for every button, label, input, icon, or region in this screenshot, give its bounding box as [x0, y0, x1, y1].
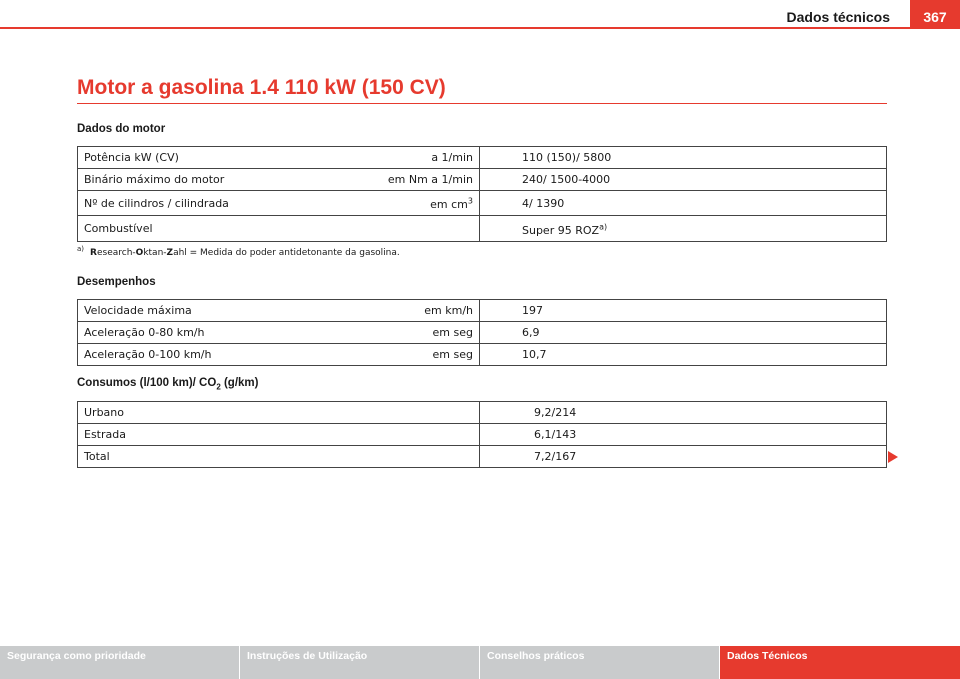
- tab-dados-tecnicos[interactable]: Dados Técnicos: [720, 646, 960, 679]
- row-label: Estrada: [78, 424, 480, 446]
- row-label: Potência kW (CV): [78, 147, 378, 169]
- consumption-heading: Consumos (l/100 km)/ $CO_2$ (g/km): [77, 377, 259, 392]
- next-page-arrow-icon[interactable]: [888, 451, 898, 463]
- table-row: [78, 344, 887, 366]
- row-value: 6,9: [480, 322, 887, 344]
- table-row: [78, 191, 887, 216]
- header-rule: [0, 27, 960, 29]
- row-label: Combustível: [78, 216, 378, 242]
- page-number-badge: 367: [910, 0, 960, 29]
- row-label: Velocidade máxima: [78, 300, 378, 322]
- table-row: [78, 169, 887, 191]
- engine-table: [77, 146, 887, 242]
- table-row: [78, 322, 887, 344]
- row-label: Nº de cilindros / cilindrada: [78, 191, 378, 216]
- table-row: [78, 402, 887, 424]
- footnote: $^{a)}$ Research-Oktan-Zahl = Medida do poder antidetonante da gasolina.: [77, 245, 400, 258]
- tab-seguranca[interactable]: Segurança como prioridade: [0, 646, 240, 679]
- row-unit: em seg: [378, 344, 480, 366]
- row-value: 240/ 1500-4000: [480, 169, 887, 191]
- table-row: [78, 300, 887, 322]
- row-value: 6,1/143: [480, 424, 887, 446]
- engine-heading: Dados do motor: [77, 123, 166, 135]
- row-unit: em seg: [378, 322, 480, 344]
- section-title: Dados técnicos: [786, 9, 890, 25]
- row-value: Super 95 ROZ$^{a)}$: [480, 216, 887, 242]
- row-label: Total: [78, 446, 480, 468]
- performance-heading: Desempenhos: [77, 276, 156, 288]
- row-value: 197: [480, 300, 887, 322]
- table-row: [78, 446, 887, 468]
- table-row: [78, 424, 887, 446]
- row-unit: em Nm a 1/min: [378, 169, 480, 191]
- row-label: Binário máximo do motor: [78, 169, 378, 191]
- row-label: Aceleração 0-80 km/h: [78, 322, 378, 344]
- title-divider: [77, 103, 887, 104]
- row-value: 4/ 1390: [480, 191, 887, 216]
- row-unit: a 1/min: [378, 147, 480, 169]
- tab-conselhos[interactable]: Conselhos práticos: [480, 646, 720, 679]
- consumption-table: [77, 401, 887, 468]
- row-label: Aceleração 0-100 km/h: [78, 344, 378, 366]
- tab-instrucoes[interactable]: Instruções de Utilização: [240, 646, 480, 679]
- table-row: [78, 216, 887, 242]
- footnote-mark: a): [77, 245, 85, 253]
- row-unit: em km/h: [378, 300, 480, 322]
- row-value: 110 (150)/ 5800: [480, 147, 887, 169]
- row-value: 7,2/167: [480, 446, 887, 468]
- page-title: Motor a gasolina 1.4 110 kW (150 CV): [77, 76, 446, 99]
- row-unit: [378, 216, 480, 242]
- row-unit: em $cm^3$: [378, 191, 480, 216]
- performance-table: [77, 299, 887, 366]
- footer-nav: [0, 646, 960, 679]
- table-row: [78, 147, 887, 169]
- row-value: 9,2/214: [480, 402, 887, 424]
- row-value: 10,7: [480, 344, 887, 366]
- row-label: Urbano: [78, 402, 480, 424]
